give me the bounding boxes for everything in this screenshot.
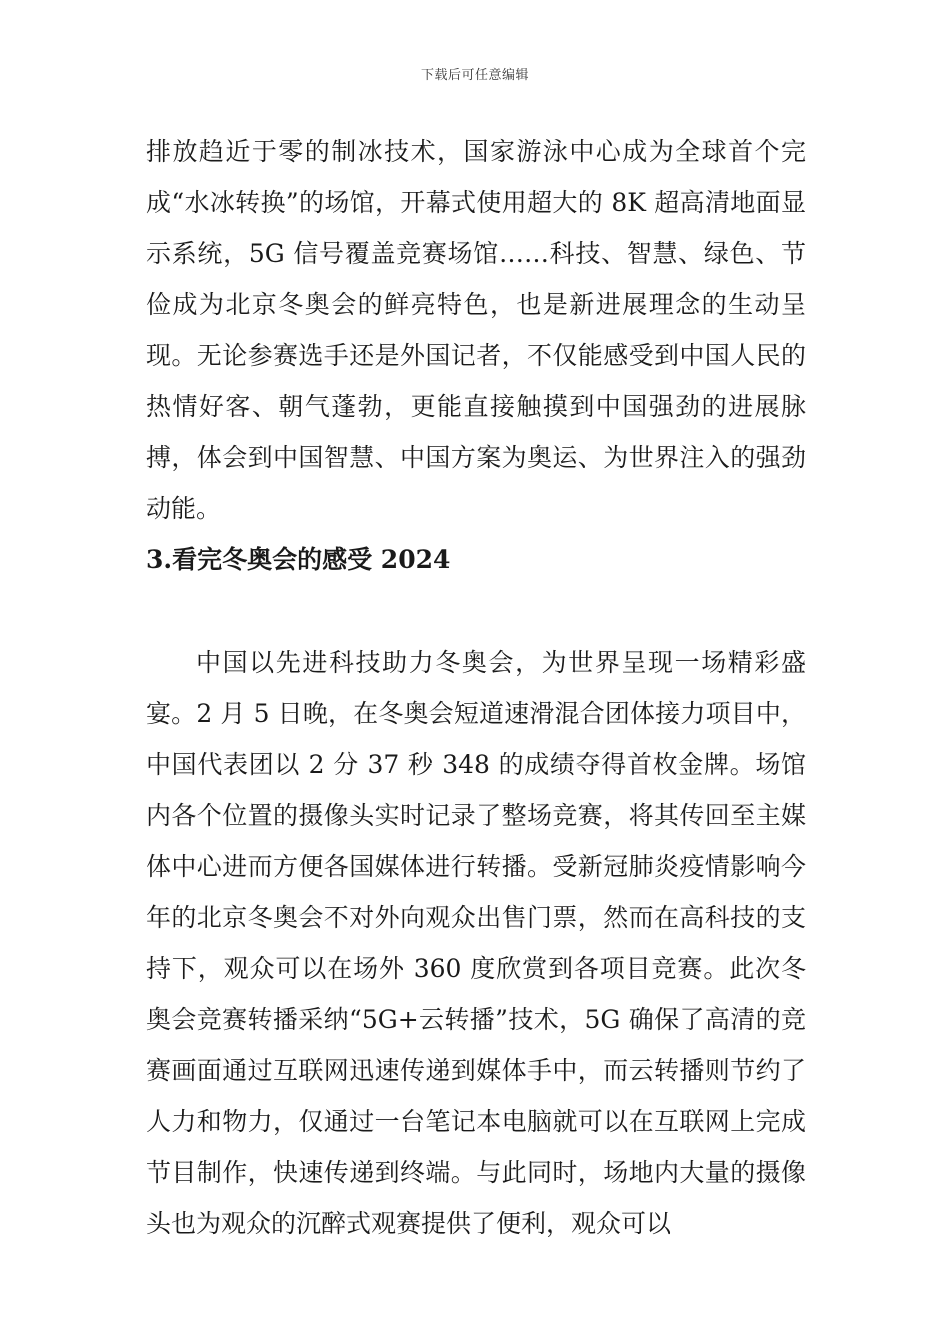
document-body <box>146 126 806 1249</box>
section-heading: 3.看完冬奥会的感受 2024 <box>146 545 451 574</box>
body-paragraph-continued: 排放趋近于零的制冰技术，国家游泳中心成为全球首个完成“水冰转换”的场馆，开幕式使用超大的 8K 超高清地面显示系统，5G 信号覆盖竞赛场馆……科技、智慧、绿色、节俭成为北京冬奥会的鲜亮特色，也是新进展理念的生动呈现。无论参赛选手还是外国记者，不仅能感受到中国人民的热情好客、朝气蓬勃，更能直接触摸到中国强劲的进展脉搏，体会到中国智慧、中国方案为奥运、为世界注入的强劲动能。 <box>146 137 806 523</box>
body-paragraph: 中国以先进科技助力冬奥会，为世界呈现一场精彩盛宴。2 月 5 日晚，在冬奥会短道速滑混合团体接力项目中，中国代表团以 2 分 37 秒 348 的成绩夺得首枚金牌。场馆内各个位置的摄像头实时记录了整场竞赛，将其传回至主媒体中心进而方便各国媒体进行转播。受新冠肺炎疫情影响今年的北京冬奥会不对外向观众出售门票，然而在高科技的支持下，观众可以在场外 360 度欣赏到各项目竞赛。此次冬奥会竞赛转播采纳“5G+云转播”技术，5G 确保了高清的竞赛画面通过互联网迅速传递到媒体手中，而云转播则节约了人力和物力，仅通过一台笔记本电脑就可以在互联网上完成节目制作，快速传递到终端。与此同时，场地内大量的摄像头也为观众的沉醉式观赛提供了便利，观众可以 <box>146 648 806 1238</box>
blank-line <box>146 585 806 637</box>
page-header-note: 下载后可任意编辑 <box>420 68 529 83</box>
